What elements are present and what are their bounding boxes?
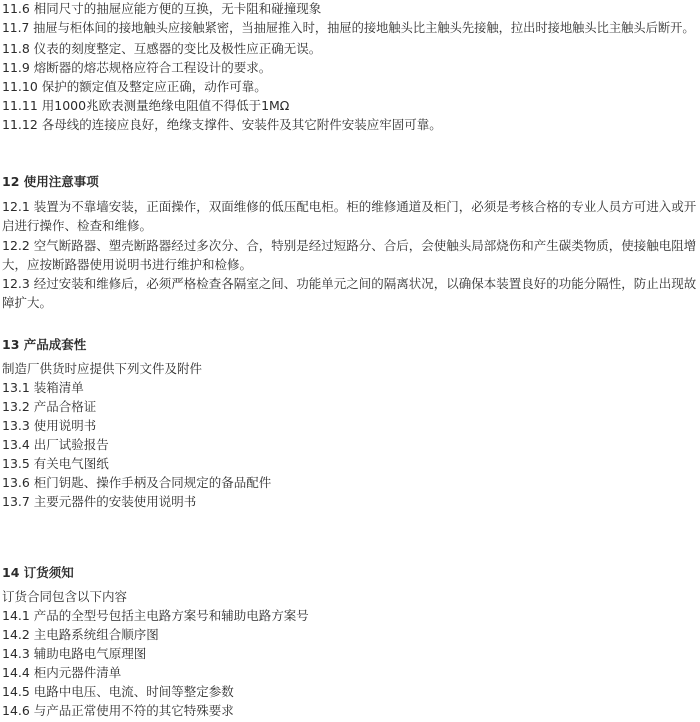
sec12-line: 障扩大。 — [2, 295, 53, 310]
sec11-item: 11.11 用1000兆欧表测量绝缘电阻值不得低于1MΩ — [2, 98, 290, 113]
sec13-item: 13.1 装箱清单 — [2, 380, 84, 395]
sec13-item: 13.5 有关电气图纸 — [2, 456, 109, 471]
section-14-heading: 14 订货须知 — [2, 565, 74, 580]
sec14-item: 14.1 产品的全型号包括主电路方案号和辅助电路方案号 — [2, 608, 309, 623]
sec13-item: 13.4 出厂试验报告 — [2, 437, 109, 452]
sec14-item: 14.6 与产品正常使用不符的其它特殊要求 — [2, 703, 234, 718]
sec13-intro: 制造厂供货时应提供下列文件及附件 — [2, 361, 203, 376]
sec14-item: 14.2 主电路系统组合顺序图 — [2, 627, 159, 642]
sec12-line: 启进行操作、检查和维修。 — [2, 218, 153, 233]
sec14-intro: 订货合同包含以下内容 — [2, 589, 128, 604]
section-12-heading: 12 使用注意事项 — [2, 174, 99, 189]
sec11-item: 11.12 各母线的连接应良好，绝缘支撑件、安装件及其它附件安装应牢固可靠。 — [2, 117, 442, 132]
sec11-item: 11.10 保护的额定值及整定应正确，动作可靠。 — [2, 79, 267, 94]
sec12-line: 12.2 空气断路器、塑壳断路器经过多次分、合，特别是经过短路分、合后，会使触头局部烧伤和产生碳类物质，使接触电阻增 — [2, 238, 697, 253]
sec13-item: 13.3 使用说明书 — [2, 418, 97, 433]
sec13-item: 13.7 主要元器件的安装使用说明书 — [2, 494, 197, 509]
sec14-item: 14.3 辅助电路电气原理图 — [2, 646, 147, 661]
section-13-heading: 13 产品成套性 — [2, 337, 87, 352]
sec14-item: 14.4 柜内元器件清单 — [2, 665, 122, 680]
sec11-item: 11.8 仪表的刻度整定、互感器的变比及极性应正确无误。 — [2, 41, 322, 56]
sec12-line: 12.3 经过安装和维修后，必须严格检查各隔室之间、功能单元之间的隔离状况，以确保本装置良好的功能分隔性，防止出现故 — [2, 276, 697, 291]
sec12-line: 12.1 装置为不靠墙安装，正面操作，双面维修的低压配电柜。柜的维修通道及柜门，必须是考核合格的专业人员方可进入或开 — [2, 199, 697, 214]
sec12-line: 大，应按断路器使用说明书进行维护和检修。 — [2, 257, 253, 272]
sec13-item: 13.6 柜门钥匙、操作手柄及合同规定的备品配件 — [2, 475, 272, 490]
sec11-item: 11.6 相同尺寸的抽屉应能方便的互换，无卡阻和碰撞现象 — [2, 1, 322, 16]
sec13-item: 13.2 产品合格证 — [2, 399, 97, 414]
sec11-item: 11.9 熔断器的熔芯规格应符合工程设计的要求。 — [2, 60, 272, 75]
sec14-item: 14.5 电路中电压、电流、时间等整定参数 — [2, 684, 234, 699]
sec11-item: 11.7 抽屉与柜体间的接地触头应接触紧密，当抽屉推入时，抽屉的接地触头比主触头先接触，拉出时接地触头比主触头后断开。 — [2, 21, 695, 35]
